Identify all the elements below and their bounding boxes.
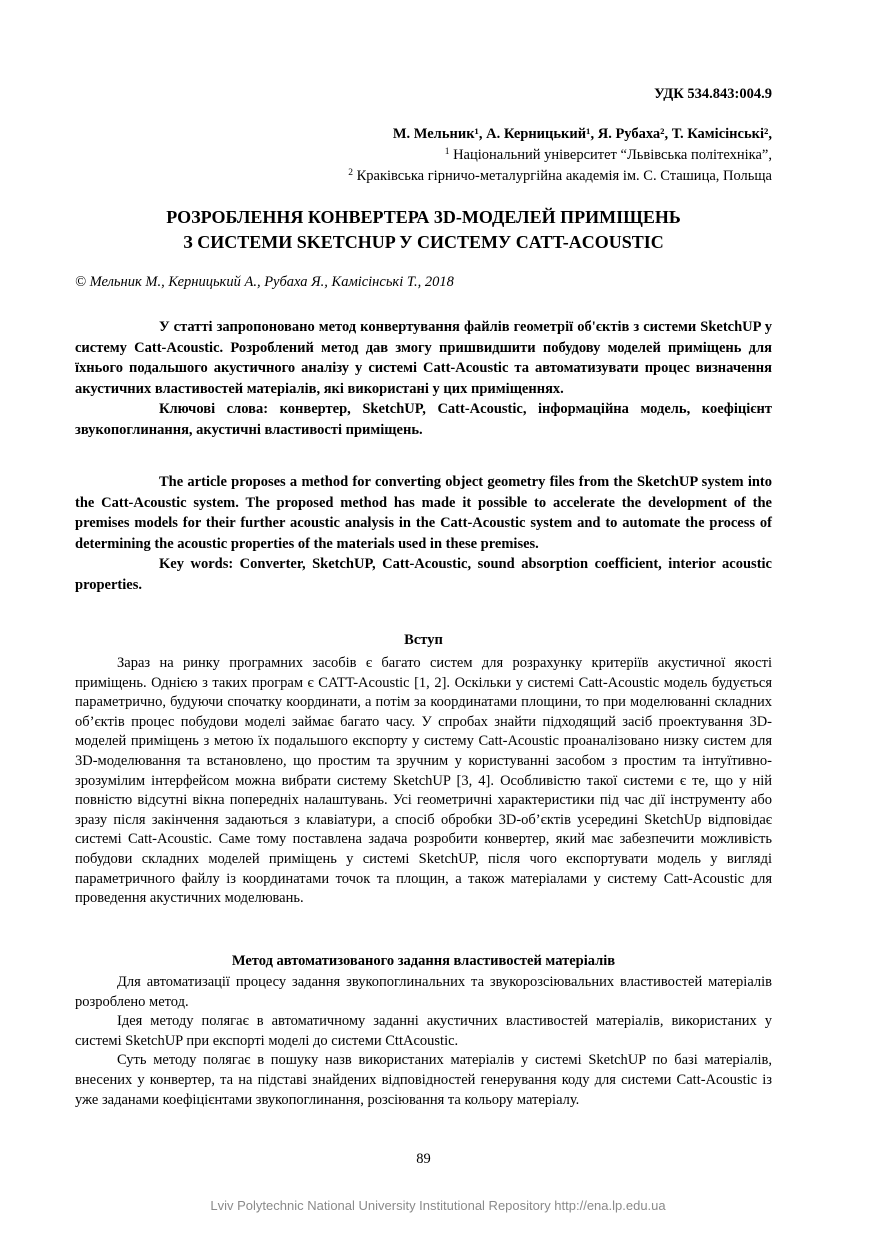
method-paragraph-3: Суть методу полягає в пошуку назв використаних матеріалів у системі SketchUP по базі матеріалів, внесених у конвертер, та на підставі знайдених відповідностей генерування коду для системи Catt-Acoustic із уже заданами коефіцієнтами звукопоглинання, розсіювання та кольору матеріалу.: [75, 1052, 772, 1108]
method-paragraph-2: Ідея методу полягає в автоматичному заданні акустичних властивостей матеріалів, використаних у системі SketchUP при експорті моделі до системи CttAcoustic.: [75, 1013, 772, 1049]
affiliation-1: [348, 145, 772, 166]
abstract-en-keywords: Key words: Converter, SketchUP, Catt-Acoustic, sound absorption coefficient, interior acoustic properties.: [75, 556, 772, 593]
section-intro-body: [75, 654, 772, 909]
author-names: М. Мельник¹, А. Керницький¹, Я. Рубаха², Т. Камісінські²,: [392, 126, 772, 142]
author-block: [348, 124, 772, 187]
intro-paragraph: Зараз на ринку програмних засобів є багато систем для розрахунку критеріїв акустичної якості приміщень. Однією з таких програм є CATT-Acoustic [1, 2]. Оскільки у системі Catt-Acoustic модель будується параметрично, будуючи спочатку координати, а потім за координатами площини, то при моделюванні складних об’єктів процес побудови моделі займає багато часу. У спробах знайти підходящий засіб проектування 3D-моделей приміщень з метою їх подальшого експорту у систему Catt-Acoustic проаналізовано низку систем для 3D-моделювання та встановлено, що простим та зручним у користуванні засобом з простим та інтуїтивно-зрозумілим інтерфейсом можна вибрати систему SketchUP [3, 4]. Особливістю такої системи є те, що у ній повністю відсутні вікна попередніх налаштувань. Усі геометричні характеристики під час дії інструменту або зразу після закінчення задаються з клавіатури, а спосіб обробки 3D-об’єктів усередині SketchUp відповідає системі Catt-Acoustic. Саме тому поставлена задача розробити конвертер, який має забезпечити можливість побудови складних моделей приміщень у системі SketchUP, після чого експортувати модель у вигляді параметричного файлу із координатами точок та площин, а також матеріалами у систему Catt-Acoustic для проведення акустичних моделювань.: [75, 655, 772, 907]
affiliation-2: [348, 166, 772, 187]
title-line-2: З СИСТЕМИ SKETCHUP У СИСТЕМУ CATT-ACOUSTIC: [183, 232, 664, 252]
section-method-body: [75, 973, 772, 1110]
method-paragraph-1: Для автоматизації процесу задання звукопоглинальних та звукорозсіювальних властивостей матеріалів розроблено метод.: [75, 974, 772, 1010]
paper-title: [75, 205, 772, 255]
affiliation-1-text: Національний університет “Львівська політехніка”,: [453, 147, 772, 163]
affiliation-2-text: Краківська гірничо-металургійна академія ім. С. Сташица, Польща: [356, 168, 772, 184]
repository-footer: Lviv Polytechnic National University Institutional Repository http://ena.lp.edu.ua: [210, 1198, 666, 1213]
copyright-line: © Мельник М., Керницький А., Рубаха Я., Камісінські Т., 2018: [75, 274, 454, 290]
abstract-ua-text: У статті запропоновано метод конвертування файлів геометрії об'єктів з системи SketchUP у систему Catt-Acoustic. Розроблений метод дав змогу пришвидшити побудову моделей приміщень для їхнього подальшого акустичного аналізу у системі Catt-Acoustic та автоматизувати процес визначення акустичних властивостей матеріалів, які використані у цих приміщеннях.: [75, 319, 772, 397]
abstract-ukrainian: [75, 317, 772, 440]
abstract-en-text: The article proposes a method for converting object geometry files from the SketchUP system into the Catt-Acoustic system. The proposed method has made it possible to accelerate the development of the premises models for their further acoustic analysis in the Catt-Acoustic system and to automate the process of determining the acoustic properties of the materials used in these premises.: [75, 474, 772, 552]
section-heading-method: Метод автоматизованого задання властивостей матеріалів: [231, 953, 616, 969]
page-number: 89: [416, 1151, 431, 1167]
affiliation-2-marker: 2: [348, 168, 353, 178]
section-heading-intro: Вступ: [404, 632, 443, 648]
abstract-english: [75, 472, 772, 595]
udc-code: УДК 534.843:004.9: [654, 86, 772, 102]
title-line-1: РОЗРОБЛЕННЯ КОНВЕРТЕРА 3D-МОДЕЛЕЙ ПРИМІЩЕНЬ: [166, 207, 681, 227]
affiliation-1-marker: 1: [444, 147, 450, 157]
abstract-ua-keywords: Ключові слова: конвертер, SketchUP, Catt-Acoustic, інформаційна модель, коефіцієнт звукопоглинання, акустичні властивості приміщень.: [75, 401, 772, 438]
